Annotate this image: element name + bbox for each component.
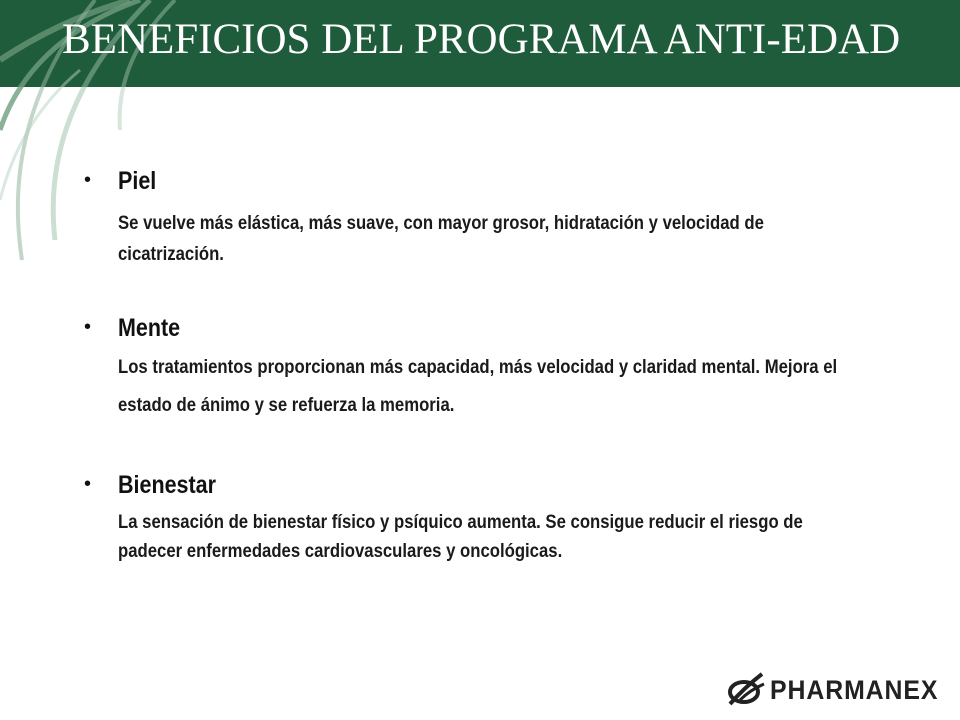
pharmanex-logo-icon <box>726 670 766 710</box>
slide-title: BENEFICIOS DEL PROGRAMA ANTI-EDAD <box>62 16 901 63</box>
bullet-text-bienestar: La sensación de bienestar físico y psíquico aumenta. Se consigue reducir el riesgo de padecer enfermedades cardiovasculares y oncológicas. <box>118 512 803 562</box>
bullet-marker: • <box>84 473 92 495</box>
bullet-heading-mente: Mente <box>118 314 181 342</box>
bullet-marker: • <box>84 316 92 338</box>
bullet-marker: • <box>84 169 92 191</box>
bullet-heading-piel: Piel <box>118 167 157 195</box>
pharmanex-logo <box>726 670 942 710</box>
logo-text: PHARMANEX <box>770 675 939 705</box>
bullet-heading-bienestar: Bienestar <box>118 471 216 499</box>
bullet-text-piel: Se vuelve más elástica, más suave, con mayor grosor, hidratación y velocidad de cicatrización. <box>118 213 764 265</box>
bullet-text-mente: Los tratamientos proporcionan más capacidad, más velocidad y claridad mental. Mejora el estado de ánimo y se refuerza la memoria. <box>118 357 838 416</box>
